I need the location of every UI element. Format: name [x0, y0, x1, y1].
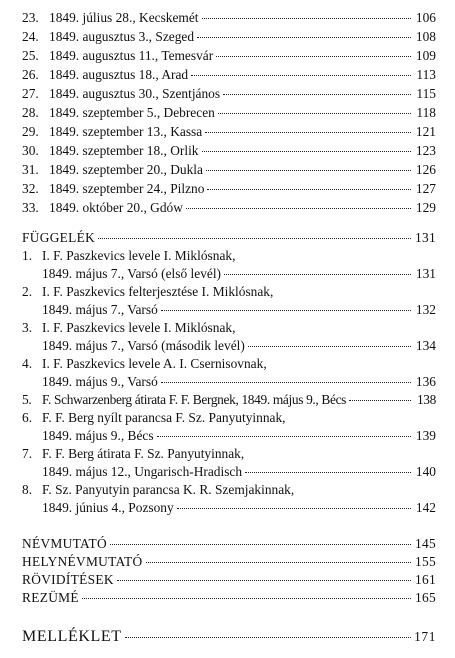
- entry-page: 134: [415, 338, 436, 353]
- toc-entry-summary: [22, 589, 436, 607]
- appendix-item-2-line2: [42, 301, 436, 319]
- entry-page: 121: [415, 124, 436, 139]
- entry-page: 138: [416, 392, 436, 407]
- toc-entry-26: [22, 66, 436, 84]
- entry-number: 29.: [22, 124, 39, 139]
- dot-leader: [202, 150, 412, 152]
- entry-number: 6.: [22, 410, 33, 425]
- dot-leader: [202, 17, 411, 19]
- appendix-item-1-line2: [42, 265, 436, 283]
- toc-entry-23: [22, 9, 436, 27]
- dot-leader: [161, 381, 411, 383]
- entry-number: 30.: [22, 143, 39, 158]
- entry-number: 32.: [22, 181, 39, 196]
- entry-page: 131: [415, 266, 436, 281]
- entry-title: 1849. október 20., Gdów: [49, 200, 183, 215]
- toc-entry-28: [22, 104, 436, 122]
- dot-leader: [191, 74, 411, 76]
- entry-page: 108: [415, 29, 436, 44]
- toc-entry-25: [22, 47, 436, 65]
- dot-leader: [207, 188, 411, 190]
- appendix-item-6: [22, 409, 436, 427]
- entry-page: 140: [415, 464, 436, 479]
- appendix-item-3: [22, 319, 436, 337]
- entry-title: 1849. szeptember 13., Kassa: [49, 124, 203, 139]
- appendix-item-8-line2: [42, 499, 436, 517]
- entry-number: 8.: [22, 482, 33, 497]
- entry-number: 28.: [22, 105, 39, 120]
- entry-page: 161: [415, 572, 436, 587]
- entry-page: 127: [415, 181, 436, 196]
- appendix-item-4: [22, 355, 436, 373]
- dot-leader: [197, 36, 411, 38]
- appendix-title: FÜGGELÉK: [22, 230, 96, 245]
- entry-title: 1849. augusztus 3., Szeged: [49, 29, 195, 44]
- appendix-item-2: [22, 283, 436, 301]
- entry-page: 145: [415, 536, 436, 551]
- entry-title: HELYNÉVMUTATÓ: [22, 554, 143, 569]
- dot-leader: [186, 207, 411, 209]
- entry-page: 155: [415, 554, 436, 569]
- entry-page: 171: [414, 629, 436, 644]
- dot-leader: [216, 55, 411, 57]
- appendix-item-4-line2: [42, 373, 436, 391]
- entry-subtitle: 1849. május 7., Varsó (második levél): [42, 338, 245, 353]
- entry-subtitle: 1849. május 9., Varsó: [42, 374, 158, 389]
- entry-page: 106: [415, 10, 436, 25]
- entry-number: 3.: [22, 320, 33, 335]
- entry-number: 7.: [22, 446, 33, 461]
- entry-number: 31.: [22, 162, 39, 177]
- dot-leader: [125, 636, 411, 638]
- entry-page: 132: [415, 302, 436, 317]
- entry-number: 5.: [22, 392, 32, 407]
- dot-leader: [223, 93, 411, 95]
- entry-subtitle: 1849. május 9., Bécs: [42, 428, 154, 443]
- dot-leader: [177, 507, 411, 509]
- entry-page: 142: [415, 500, 436, 515]
- entry-title: 1849. augusztus 30., Szentjános: [49, 86, 221, 101]
- appendix-item-8: [22, 481, 436, 499]
- toc-entry-place-index: [22, 553, 436, 571]
- toc-entry-24: [22, 28, 436, 46]
- dot-leader: [146, 561, 412, 563]
- entry-title: 1849. szeptember 20., Dukla: [49, 162, 203, 177]
- dot-leader: [224, 273, 411, 275]
- toc-entry-31: [22, 161, 436, 179]
- entry-number: 25.: [22, 48, 39, 63]
- dot-leader: [349, 399, 411, 401]
- entry-number: 1.: [22, 248, 33, 263]
- dot-leader: [206, 169, 411, 171]
- entry-title: 1849. augusztus 11., Temesvár: [49, 48, 214, 63]
- entry-number: 33.: [22, 200, 39, 215]
- entry-number: 27.: [22, 86, 39, 101]
- appendix-item-7-line2: [42, 463, 436, 481]
- appendix-item-5: [22, 391, 436, 409]
- entry-title: MELLÉKLET: [22, 628, 122, 645]
- entry-title: F. Sz. Panyutyin parancsa K. R. Szemjakinnak,: [42, 482, 295, 497]
- dot-leader: [161, 309, 411, 311]
- entry-page: 109: [415, 48, 436, 63]
- entry-title: NÉVMUTATÓ: [22, 536, 107, 551]
- dot-leader: [157, 435, 411, 437]
- entry-number: 23.: [22, 10, 39, 25]
- entry-page: 129: [415, 200, 436, 215]
- entry-title: F. F. Berg átirata F. Sz. Panyutyinnak,: [42, 446, 245, 461]
- toc-entry-abbreviations: [22, 571, 436, 589]
- entry-title: 1849. augusztus 18., Arad: [49, 67, 189, 82]
- entry-page: 123: [415, 143, 436, 158]
- entry-number: 24.: [22, 29, 39, 44]
- entry-title: I. F. Paszkevics levele A. I. Csernisovnak,: [42, 356, 267, 371]
- dot-leader: [245, 471, 411, 473]
- dot-leader: [82, 597, 411, 599]
- entry-title: 1849. szeptember 24., Pilzno: [49, 181, 205, 196]
- entry-title: 1849. szeptember 5., Debrecen: [49, 105, 215, 120]
- entry-page: 136: [415, 374, 436, 389]
- entry-subtitle: 1849. június 4., Pozsony: [42, 500, 174, 515]
- entry-title: REZÜMÉ: [22, 590, 79, 605]
- entry-number: 4.: [22, 356, 33, 371]
- entry-subtitle: 1849. május 12., Ungarisch-Hradisch: [42, 464, 243, 479]
- entry-number: 2.: [22, 284, 33, 299]
- toc-appendix-heading: [22, 229, 436, 247]
- entry-page: 126: [415, 162, 436, 177]
- entry-title: 1849. szeptember 18., Orlik: [49, 143, 199, 158]
- entry-title: I. F. Paszkevics felterjesztése I. Miklósnak,: [42, 284, 274, 299]
- entry-number: 26.: [22, 67, 39, 82]
- entry-title: RÖVIDÍTÉSEK: [22, 572, 114, 587]
- entry-subtitle: 1849. május 7., Varsó (első levél): [42, 266, 222, 281]
- appendix-item-3-line2: [42, 337, 436, 355]
- entry-page: 139: [415, 428, 436, 443]
- entry-page: 118: [416, 105, 436, 120]
- appendix-page: 131: [415, 230, 436, 245]
- toc-entry-supplement: [22, 626, 436, 648]
- dot-leader: [117, 579, 411, 581]
- entry-page: 165: [415, 590, 436, 605]
- entry-subtitle: 1849. május 7., Varsó: [42, 302, 158, 317]
- toc-entry-30: [22, 142, 436, 160]
- dot-leader: [205, 131, 411, 133]
- entry-page: 115: [416, 86, 436, 101]
- entry-page: 113: [416, 67, 436, 82]
- appendix-item-6-line2: [42, 427, 436, 445]
- toc-entry-name-index: [22, 535, 436, 553]
- appendix-item-1: [22, 247, 436, 265]
- entry-title: F. Schwarzenberg átirata F. F. Bergnek, 1849. május 9., Bécs: [42, 392, 347, 407]
- toc-entry-33: [22, 199, 436, 217]
- entry-title: I. F. Paszkevics levele I. Miklósnak,: [42, 248, 236, 263]
- entry-title: I. F. Paszkevics levele I. Miklósnak,: [42, 320, 236, 335]
- appendix-item-7: [22, 445, 436, 463]
- dot-leader: [110, 543, 411, 545]
- toc-entry-29: [22, 123, 436, 141]
- entry-title: F. F. Berg nyílt parancsa F. Sz. Panyutyinnak,: [42, 410, 286, 425]
- entry-title: 1849. július 28., Kecskemét: [49, 10, 199, 25]
- dot-leader: [248, 345, 411, 347]
- toc-entry-27: [22, 85, 436, 103]
- dot-leader: [98, 237, 411, 239]
- toc-entry-32: [22, 180, 436, 198]
- dot-leader: [218, 112, 411, 114]
